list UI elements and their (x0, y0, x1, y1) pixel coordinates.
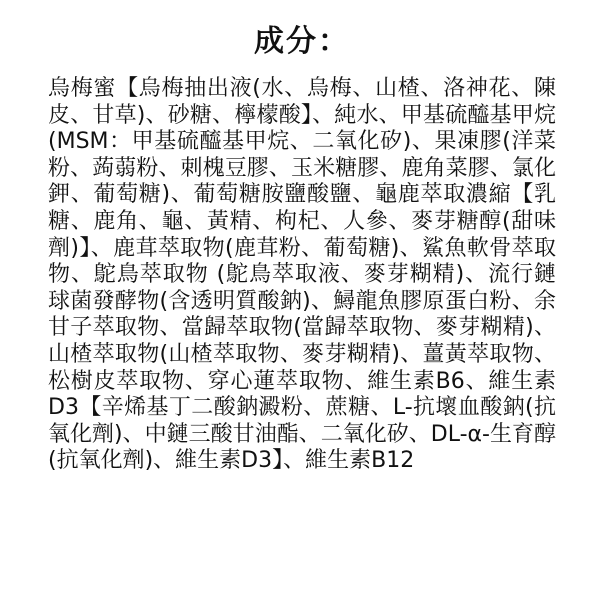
ingredients-heading: 成分： (254, 24, 350, 59)
ingredients-text: 烏梅蜜【烏梅抽出液(水、烏梅、山楂、洛神花、陳皮、甘草)、砂糖、檸檬酸】、純水、甲基硫醯基甲烷(MSM：甲基硫醯基甲烷、二氧化矽)、果凍膠(洋菜粉、蒟蒻粉、刺槐豆膠、玉米糖膠、鹿角菜膠、氯化鉀、葡萄糖)、葡萄糖胺鹽酸鹽、龜鹿萃取濃縮【乳糖、鹿角、龜、黃精、枸杞、人參、麥芽糖醇(甜味劑)】、鹿茸萃取物(鹿茸粉、葡萄糖)、鯊魚軟骨萃取物、鴕鳥萃取物 (鴕鳥萃取液、麥芽糊精)、流行鏈球菌發酵物(含透明質酸鈉)、鱘龍魚膠原蛋白粉、余甘子萃取物、當歸萃取物(當歸萃取物、麥芽糊精)、山楂萃取物(山楂萃取物、麥芽糊精)、薑黃萃取物、松樹皮萃取物、穿心蓮萃取物、維生素B6、維生素D3【辛烯基丁二酸鈉澱粉、蔗糖、L-抗壞血酸鈉(抗氧化劑)、中鏈三酸甘油酯、二氧化矽、DL-α-生育醇(抗氧化劑)、維生素D3】、維生素B12 (48, 76, 556, 474)
